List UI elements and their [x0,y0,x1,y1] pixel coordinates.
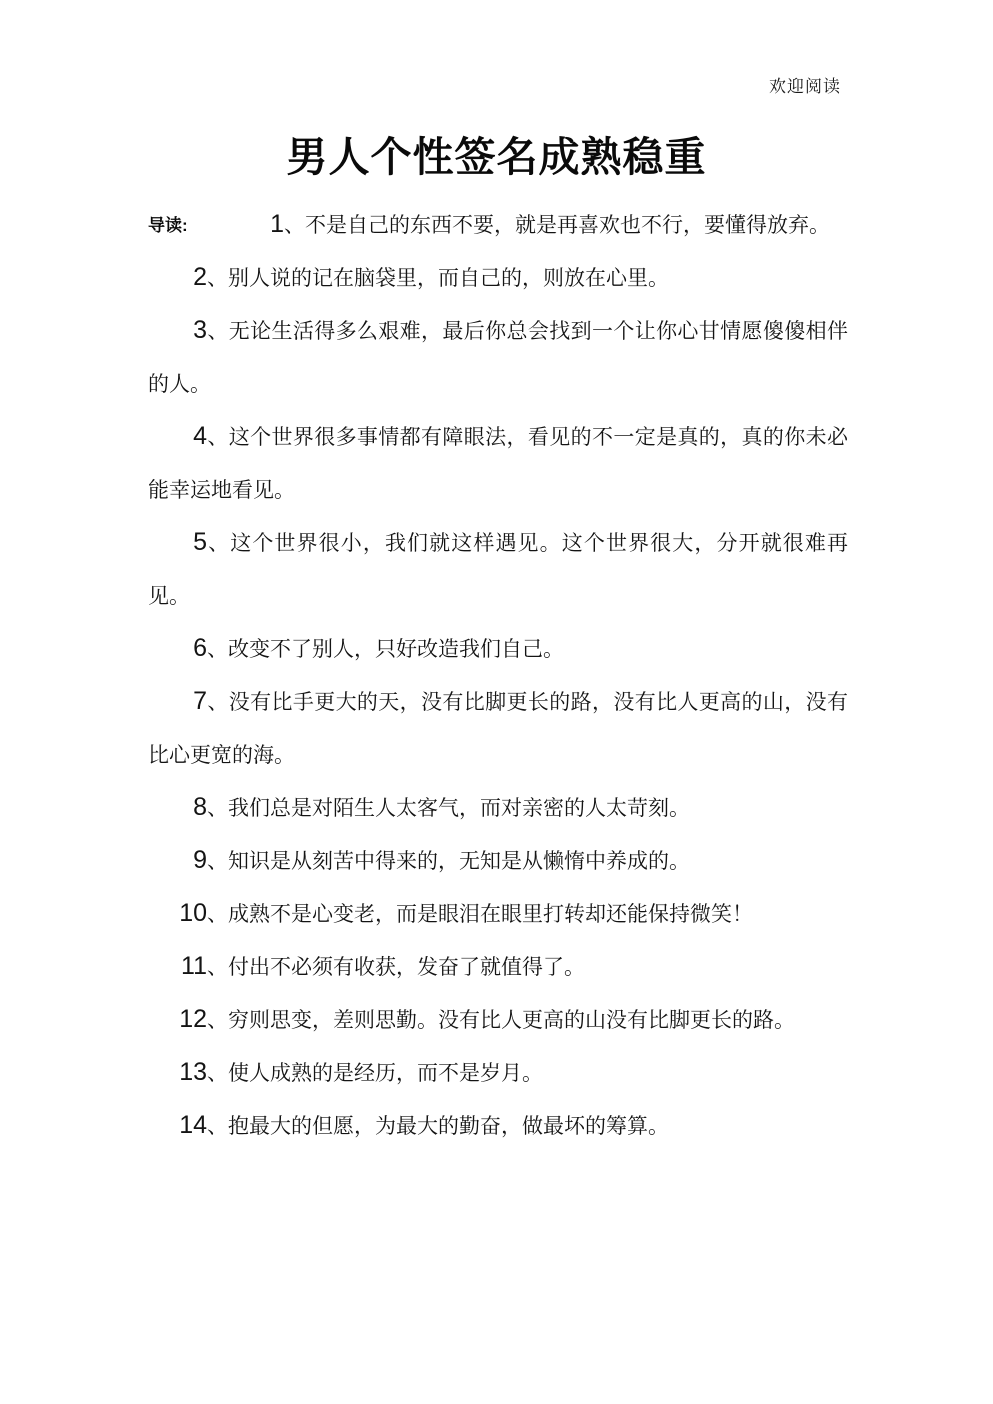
item-text: 这个世界很小，我们就这样遇见。这个世界很大，分开就很难再见。 [148,532,849,608]
quote-item [148,305,848,411]
quote-item [148,252,848,305]
lead-label: 导读: [148,216,188,235]
item-number: 1 [270,210,284,238]
item-number: 13 [179,1058,207,1086]
quote-item [148,676,848,782]
quote-item [148,517,848,623]
quote-item [148,199,848,252]
quote-item [148,941,848,994]
item-number: 8 [193,793,207,821]
item-separator: 、 [284,214,305,237]
item-text: 无论生活得多么艰难，最后你总会找到一个让你心甘情愿傻傻相伴的人。 [148,320,848,396]
item-separator: 、 [207,903,228,926]
item-separator: 、 [207,956,228,979]
item-separator: 、 [207,638,228,661]
item-text: 这个世界很多事情都有障眼法，看见的不一定是真的，真的你未必能幸运地看见。 [148,426,848,502]
quote-item [148,782,848,835]
item-text: 穷则思变，差则思勤。没有比人更高的山没有比脚更长的路。 [228,1009,795,1032]
item-separator: 、 [207,797,228,820]
quotes-list [148,199,848,1153]
item-separator: 、 [207,532,231,555]
quote-item [148,835,848,888]
item-text: 改变不了别人，只好改造我们自己。 [228,638,564,661]
item-number: 7 [193,687,207,715]
item-number: 2 [193,263,207,291]
item-number: 3 [193,316,207,344]
item-text: 我们总是对陌生人太客气，而对亲密的人太苛刻。 [228,797,690,820]
item-separator: 、 [207,1115,228,1138]
item-separator: 、 [207,1062,228,1085]
item-text: 付出不必须有收获，发奋了就值得了。 [228,956,585,979]
item-number: 12 [179,1005,207,1033]
item-text: 没有比手更大的天，没有比脚更长的路，没有比人更高的山，没有比心更宽的海。 [148,691,848,767]
item-separator: 、 [207,691,229,714]
page-title: 男人个性签名成熟稳重 [286,134,707,180]
item-separator: 、 [207,426,229,449]
quote-item [148,888,848,941]
item-separator: 、 [207,850,228,873]
item-separator: 、 [207,320,229,343]
item-text: 成熟不是心变老，而是眼泪在眼里打转却还能保持微笑！ [228,903,753,926]
item-text: 使人成熟的是经历，而不是岁月。 [228,1062,543,1085]
item-number: 4 [193,422,207,450]
item-text: 抱最大的但愿，为最大的勤奋，做最坏的筹算。 [228,1115,669,1138]
item-separator: 、 [207,267,228,290]
item-text: 别人说的记在脑袋里，而自己的，则放在心里。 [228,267,669,290]
quote-item [148,1047,848,1100]
item-text: 知识是从刻苦中得来的，无知是从懒惰中养成的。 [228,850,690,873]
item-number: 10 [179,899,207,927]
item-text: 不是自己的东西不要，就是再喜欢也不行，要懂得放弃。 [305,214,830,237]
header-note: 欢迎阅读 [769,77,841,96]
item-number: 5 [193,528,207,556]
quote-item [148,994,848,1047]
item-number: 9 [193,846,207,874]
item-number: 6 [193,634,207,662]
item-number: 14 [179,1111,207,1139]
quote-item [148,1100,848,1153]
quote-item [148,623,848,676]
item-separator: 、 [207,1009,228,1032]
quote-item [148,411,848,517]
item-number: 11 [181,952,207,980]
